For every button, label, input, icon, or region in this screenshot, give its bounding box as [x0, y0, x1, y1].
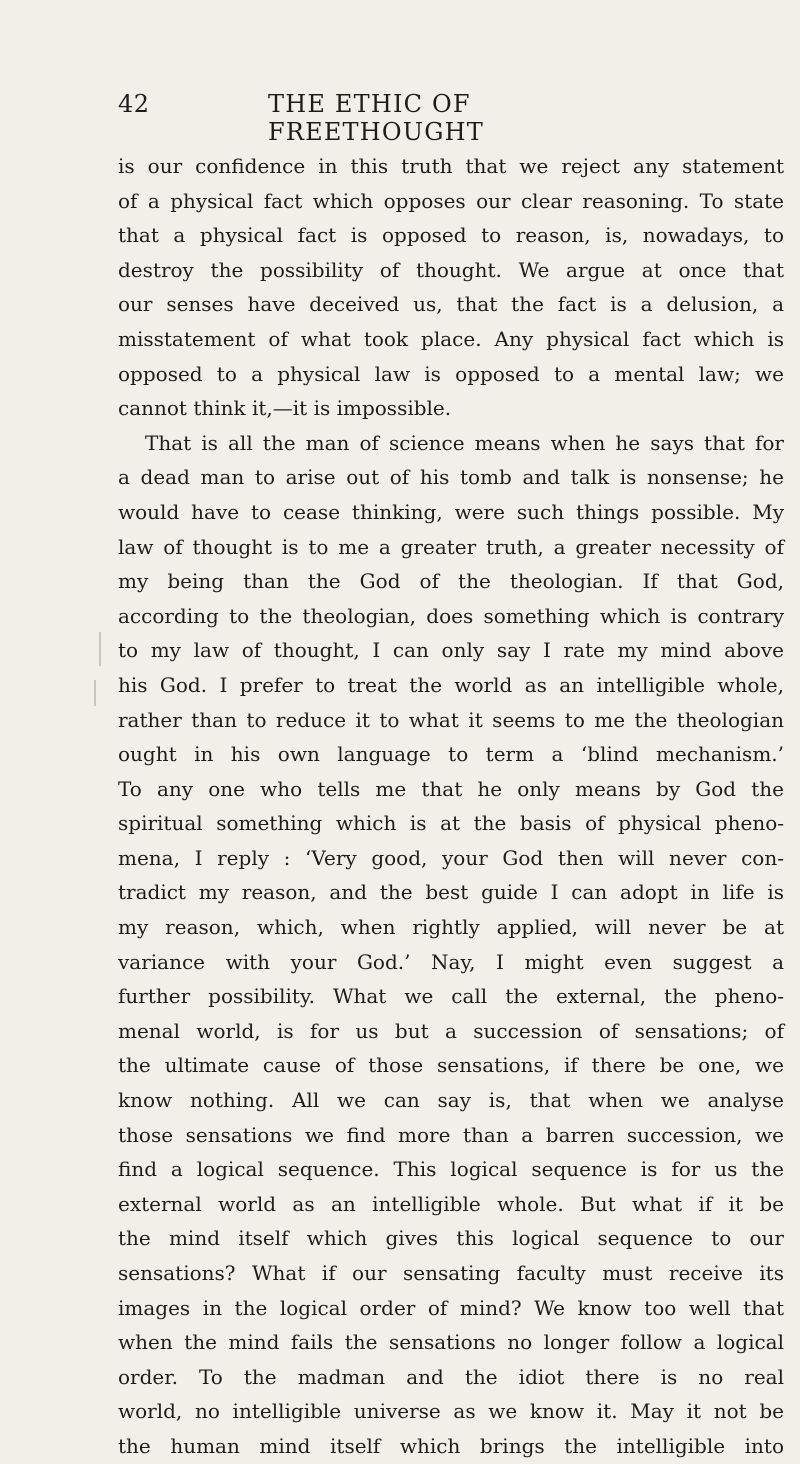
body-text [118, 149, 784, 1464]
margin-mark [94, 680, 96, 706]
text-line: To any one who tells me that he only means by God the [118, 776, 784, 801]
page-number: 42 [118, 90, 150, 118]
text-line: is our confidence in this truth that we reject any statement [118, 154, 784, 178]
running-title: THE ETHIC OF FREETHOUGHT [268, 90, 484, 146]
text-line: world, no intelligible universe as we know it. May it not be [118, 1399, 784, 1424]
text-line: opposed to a physical law is opposed to a mental law; we [118, 361, 784, 386]
text-line: find a logical sequence. This logical sequence is for us the [118, 1157, 784, 1182]
text-line: misstatement of what took place. Any physical fact which is [118, 326, 784, 351]
text-line: images in the logical order of mind? We know too well that [118, 1295, 784, 1320]
text-line: mena, I reply : ‘Very good, your God then will never con- [118, 845, 784, 870]
text-line: variance with your God.’ Nay, I might even suggest a [118, 949, 784, 974]
text-line: rather than to reduce it to what it seems to me the theologian [118, 707, 784, 732]
text-line: order. To the madman and the idiot there is no real [118, 1364, 784, 1389]
text-line: to my law of thought, I can only say I rate my mind above [118, 638, 784, 663]
text-line: would have to cease thinking, were such things possible. My [118, 499, 784, 524]
text-line: know nothing. All we can say is, that when we analyse [118, 1088, 784, 1113]
text-line: the human mind itself which brings the intelligible into [118, 1433, 784, 1458]
text-line: sensations? What if our sensating faculty must receive its [118, 1261, 784, 1285]
text-line: my being than the God of the theologian. If that God, [118, 569, 784, 594]
margin-mark [99, 632, 101, 666]
text-line: a dead man to arise out of his tomb and talk is nonsense; he [118, 465, 784, 490]
text-line: That is all the man of science means when he says that for [145, 430, 784, 455]
text-line: spiritual something which is at the basis of physical pheno- [118, 811, 784, 836]
text-line: external world as an intelligible whole. But what if it be [118, 1191, 784, 1216]
page-header [118, 90, 692, 146]
text-line: when the mind fails the sensations no longer follow a logical [118, 1330, 784, 1355]
text-line: ought in his own language to term a ‘blind mechanism.’ [118, 742, 784, 767]
text-line: menal world, is for us but a succession of sensations; of [118, 1018, 784, 1043]
text-line: destroy the possibility of thought. We argue at once that [118, 257, 784, 282]
text-line: the ultimate cause of those sensations, if there be one, we [118, 1053, 784, 1078]
text-line: further possibility. What we call the external, the pheno- [118, 984, 784, 1009]
text-line: my reason, which, when rightly applied, will never be at [118, 915, 784, 940]
text-line: his God. I prefer to treat the world as an intelligible whole, [118, 672, 784, 697]
text-line: law of thought is to me a greater truth, a greater necessity of [118, 534, 784, 559]
text-line: tradict my reason, and the best guide I can adopt in life is [118, 880, 784, 905]
text-line: our senses have deceived us, that the fact is a delusion, a [118, 292, 784, 317]
text-line: those sensations we find more than a barren succession, we [118, 1122, 784, 1147]
text-line: that a physical fact is opposed to reason, is, nowadays, to [118, 223, 784, 248]
text-line: according to the theologian, does something which is contrary [118, 603, 784, 628]
text-line: of a physical fact which opposes our clear reasoning. To state [118, 188, 784, 213]
text-line: cannot think it,—it is impossible. [118, 396, 452, 421]
text-line: the mind itself which gives this logical sequence to our [118, 1226, 784, 1251]
